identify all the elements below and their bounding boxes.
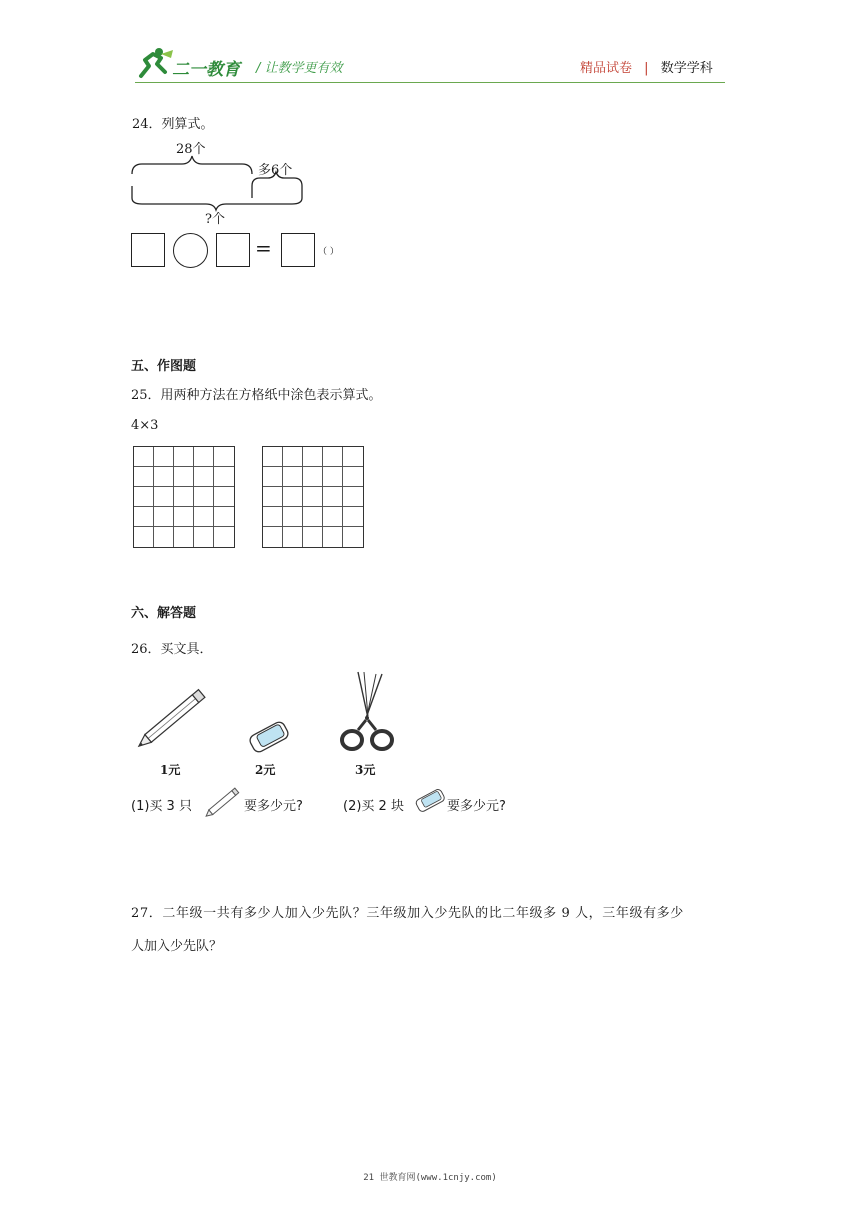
q24-label-total: ?个 [205, 212, 225, 227]
q24-answer-box-2[interactable] [216, 233, 250, 267]
eraser-icon [246, 718, 292, 756]
q24-unit-paren[interactable]: （ ） [318, 247, 339, 257]
q25-expr: 4×3 [131, 418, 159, 433]
pencil-small-icon [201, 784, 245, 820]
price-eraser: 2元 [255, 763, 276, 777]
q24-label-more: 多6个 [258, 163, 293, 178]
q24-operator-circle[interactable] [173, 233, 208, 268]
header-tag-subject: 数学学科 [660, 61, 713, 76]
q24-answer-box-1[interactable] [131, 233, 165, 267]
price-scissors: 3元 [355, 763, 376, 777]
section6-title: 六、解答题 [131, 606, 197, 621]
q26-sub1-prefix: (1)买 3 只 [131, 799, 192, 814]
q25-grid-2[interactable] [262, 446, 364, 548]
header-separator: | [644, 61, 649, 76]
q26-sub2-suffix: 要多少元? [447, 799, 506, 814]
eraser-small-icon [413, 786, 447, 814]
q27-line1: 27．二年级一共有多少人加入少先队？三年级加入少先队的比二年级多 9 人，三年级有多少 [131, 906, 684, 921]
q26-sub2-prefix: (2)买 2 块 [343, 799, 404, 814]
scissors-icon [338, 670, 396, 756]
q25-title: 25．用两种方法在方格纸中涂色表示算式。 [131, 388, 382, 403]
q24-label-28: 28个 [176, 142, 206, 157]
pencil-icon [133, 684, 215, 752]
q24-title: 24．列算式。 [132, 117, 214, 132]
q24-equals: = [255, 236, 272, 260]
q25-grid-1[interactable] [133, 446, 235, 548]
runner-logo-icon [135, 46, 175, 80]
price-pencil: 1元 [160, 763, 181, 777]
q26-sub1-suffix: 要多少元? [244, 799, 303, 814]
section5-title: 五、作图题 [131, 359, 197, 374]
header-rule [135, 82, 725, 83]
header-slogan: / 让教学更有效 [256, 61, 343, 76]
q27-line2: 人加入少先队？ [131, 939, 223, 954]
header-tag-premium: 精品试卷 [580, 61, 633, 76]
page-footer: 21 世教育网(www.1cnjy.com) [363, 1173, 497, 1183]
logo-text: 二一教育 [172, 60, 240, 80]
q24-answer-box-3[interactable] [281, 233, 315, 267]
header-right [580, 57, 713, 76]
q26-title: 26．买文具． [131, 642, 213, 657]
